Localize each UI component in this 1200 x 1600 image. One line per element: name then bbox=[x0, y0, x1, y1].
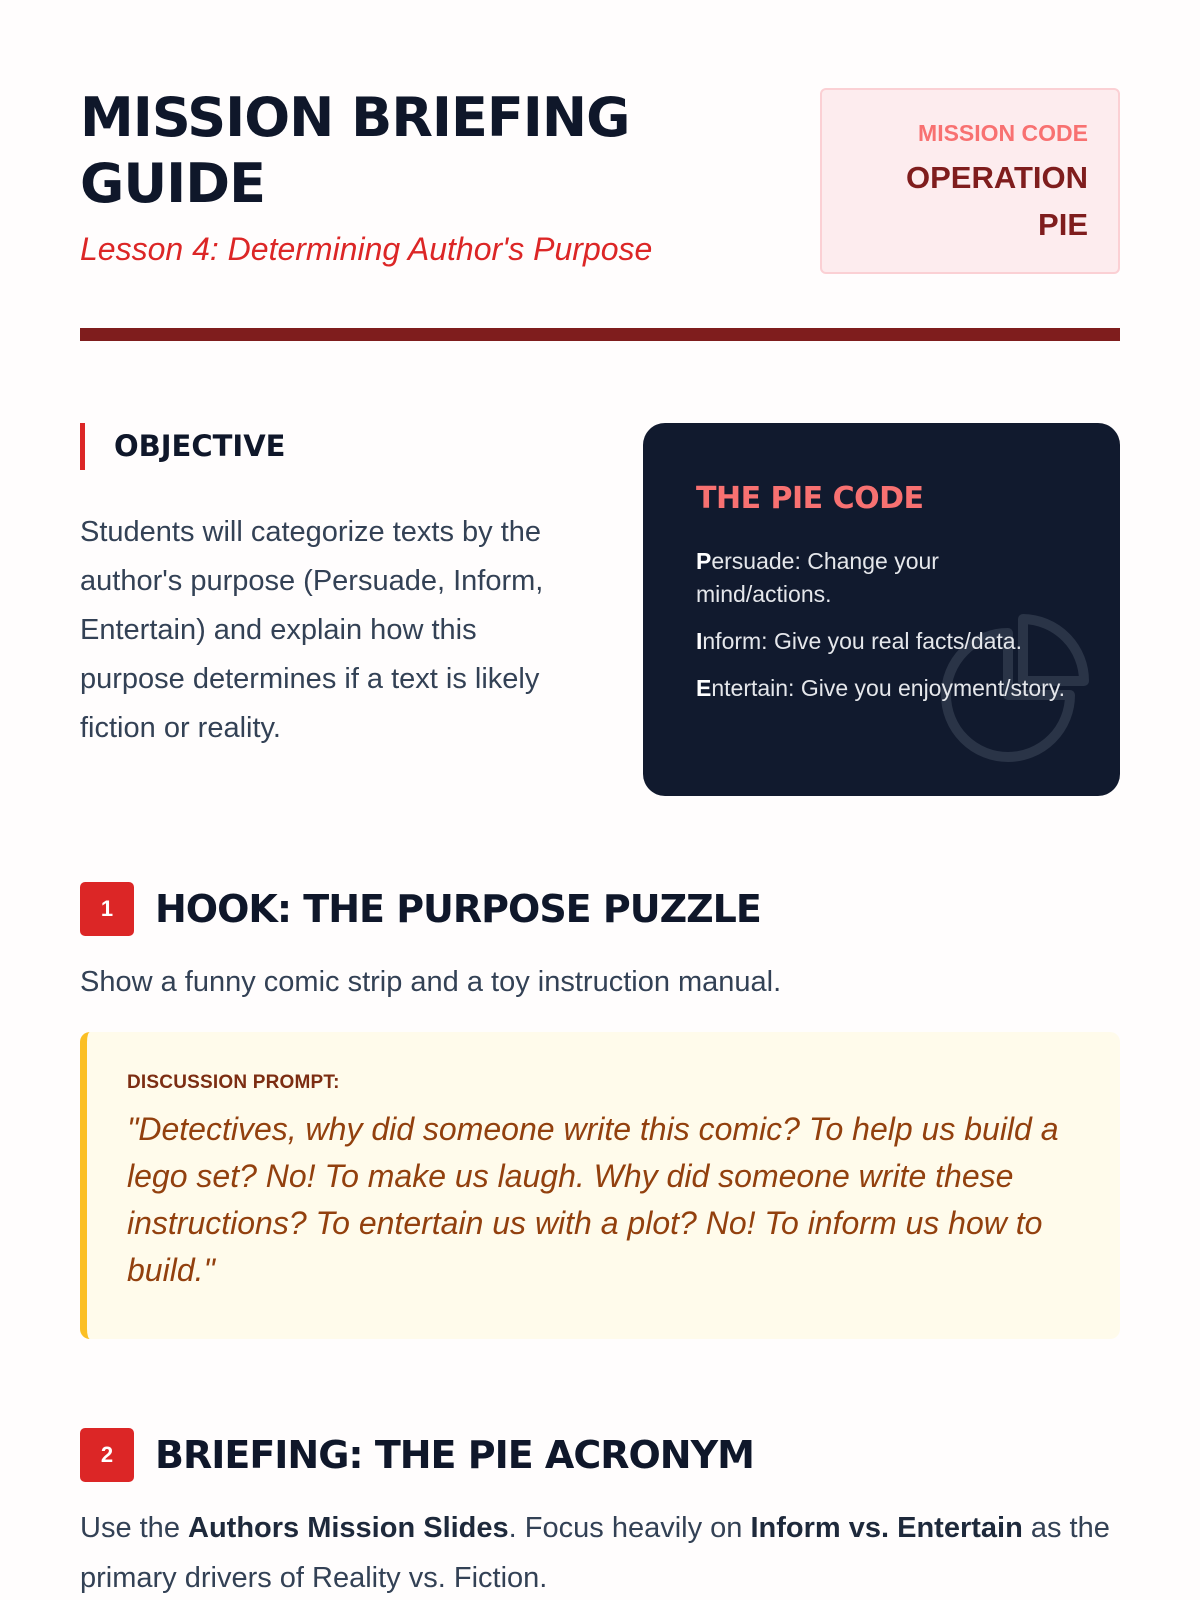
pie-item-entertain bbox=[696, 672, 1080, 705]
pie-letter: P bbox=[696, 548, 712, 574]
discussion-prompt-quote: "Detectives, why did someone write this comic? To help us build a lego set? No! To make us laugh. Why did someone write these instructions? To entertain us with a plot? No! To inform us how to build." bbox=[127, 1111, 1059, 1288]
briefing-text-part: as the primary drivers of Reality vs. Fiction. bbox=[80, 1512, 1110, 1594]
mission-code-value: OPERATION PIE bbox=[906, 160, 1088, 242]
pie-item-text: ntertain: Give you enjoyment/story. bbox=[711, 675, 1066, 701]
objective-heading-text: OBJECTIVE bbox=[114, 429, 286, 463]
mission-code-label: MISSION CODE bbox=[918, 120, 1088, 146]
briefing-text bbox=[80, 1503, 1120, 1600]
pie-letter: I bbox=[696, 628, 703, 654]
pie-code-card bbox=[643, 423, 1120, 796]
briefing-title: BRIEFING: THE PIE ACRONYM bbox=[155, 1433, 754, 1477]
page-header bbox=[80, 85, 1120, 285]
pie-code-title: THE PIE CODE bbox=[696, 481, 924, 516]
page-subtitle: Lesson 4: Determining Author's Purpose bbox=[80, 231, 653, 267]
briefing-text-part: . Focus heavily on bbox=[508, 1512, 751, 1544]
pie-item-inform bbox=[696, 625, 1080, 658]
discussion-prompt-label: DISCUSSION PROMPT: bbox=[127, 1072, 340, 1093]
hook-text: Show a funny comic strip and a toy instruction manual. bbox=[80, 966, 782, 998]
briefing-bold-slides: Authors Mission Slides bbox=[188, 1512, 509, 1544]
step-number-badge: 2 bbox=[80, 1428, 134, 1482]
discussion-prompt-box bbox=[80, 1032, 1120, 1339]
objective-heading bbox=[80, 423, 285, 470]
pie-item-persuade bbox=[696, 545, 1080, 611]
header-divider bbox=[80, 328, 1120, 341]
pie-item-text: ersuade: Change your mind/actions. bbox=[696, 548, 939, 607]
page-title: MISSION BRIEFING GUIDE bbox=[80, 86, 630, 215]
pie-letter: E bbox=[696, 675, 712, 701]
objective-text: Students will categorize texts by the author's purpose (Persuade, Inform, Entertain) and explain how this purpose determines if a text is likely fiction or reality. bbox=[80, 516, 544, 744]
step-number-badge: 1 bbox=[80, 882, 134, 936]
briefing-bold-focus: Inform vs. Entertain bbox=[750, 1512, 1023, 1544]
mission-code-box bbox=[820, 88, 1120, 274]
hook-title: HOOK: THE PURPOSE PUZZLE bbox=[155, 887, 761, 931]
briefing-text-part: Use the bbox=[80, 1512, 188, 1544]
pie-item-text: nform: Give you real facts/data. bbox=[702, 628, 1022, 654]
